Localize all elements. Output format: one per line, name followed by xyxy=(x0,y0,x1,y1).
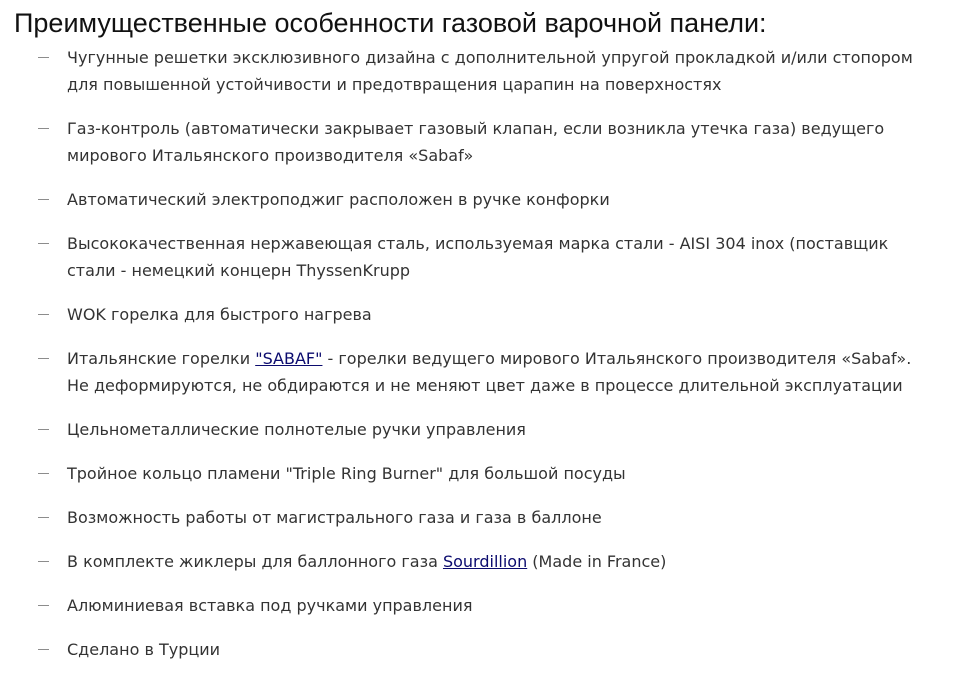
list-item xyxy=(0,548,968,575)
list-item xyxy=(0,345,968,399)
dash-bullet-icon xyxy=(38,429,49,430)
list-item-text: WOK горелка для быстрого нагрева xyxy=(67,305,372,324)
dash-bullet-icon xyxy=(38,57,49,58)
dash-bullet-icon xyxy=(38,128,49,129)
list-item-text: Возможность работы от магистрального газа и газа в баллоне xyxy=(67,508,602,527)
list-item xyxy=(0,230,968,284)
list-item-text: Цельнометаллические полнотелые ручки управления xyxy=(67,420,526,439)
dash-bullet-icon xyxy=(38,243,49,244)
dash-bullet-icon xyxy=(38,199,49,200)
dash-bullet-icon xyxy=(38,473,49,474)
list-item xyxy=(0,460,968,487)
page-heading: Преимущественные особенности газовой варочной панели: xyxy=(14,8,767,38)
list-item xyxy=(0,44,968,98)
dash-bullet-icon xyxy=(38,561,49,562)
list-item-text: Алюминиевая вставка под ручками управления xyxy=(67,596,473,615)
list-item xyxy=(0,592,968,619)
list-item xyxy=(0,636,968,663)
list-item-text: Автоматический электроподжиг расположен в ручке конфорки xyxy=(67,190,610,209)
sabaf-link[interactable]: "SABAF" xyxy=(255,349,323,368)
list-item-text-before: Итальянские горелки xyxy=(67,349,256,368)
list-item-text: Чугунные решетки эксклюзивного дизайна с дополнительной упругой прокладкой и/или стопором для повышенной устойчивости и предотвращения царапин на поверхностях xyxy=(67,48,913,94)
dash-bullet-icon xyxy=(38,358,49,359)
dash-bullet-icon xyxy=(38,649,49,650)
list-item xyxy=(0,504,968,531)
list-item-text: Газ-контроль (автоматически закрывает газовый клапан, если возникла утечка газа) ведущего мирового Итальянского производителя «Sabaf» xyxy=(67,119,885,165)
list-item-text-after: (Made in France) xyxy=(527,552,667,571)
list-item-text: Тройное кольцо пламени "Triple Ring Burner" для большой посуды xyxy=(67,464,626,483)
list-item xyxy=(0,186,968,213)
dash-bullet-icon xyxy=(38,314,49,315)
list-item xyxy=(0,416,968,443)
list-item-text-after: - горелки ведущего мирового Итальянского производителя «Sabaf». Не деформируются, не обдираются и не меняют цвет даже в процессе длительной эксплуатации xyxy=(67,349,912,395)
list-item xyxy=(0,115,968,169)
list-item-text: Сделано в Турции xyxy=(67,640,221,659)
dash-bullet-icon xyxy=(38,517,49,518)
dash-bullet-icon xyxy=(38,605,49,606)
features-list xyxy=(0,44,968,680)
list-item-text-before: В комплекте жиклеры для баллонного газа xyxy=(67,552,443,571)
list-item xyxy=(0,301,968,328)
sourdillion-link[interactable]: Sourdillion xyxy=(442,552,528,571)
list-item-text: Высококачественная нержавеющая сталь, используемая марка стали - AISI 304 inox (поставщик стали - немецкий концерн ThyssenKrupp xyxy=(67,234,889,280)
